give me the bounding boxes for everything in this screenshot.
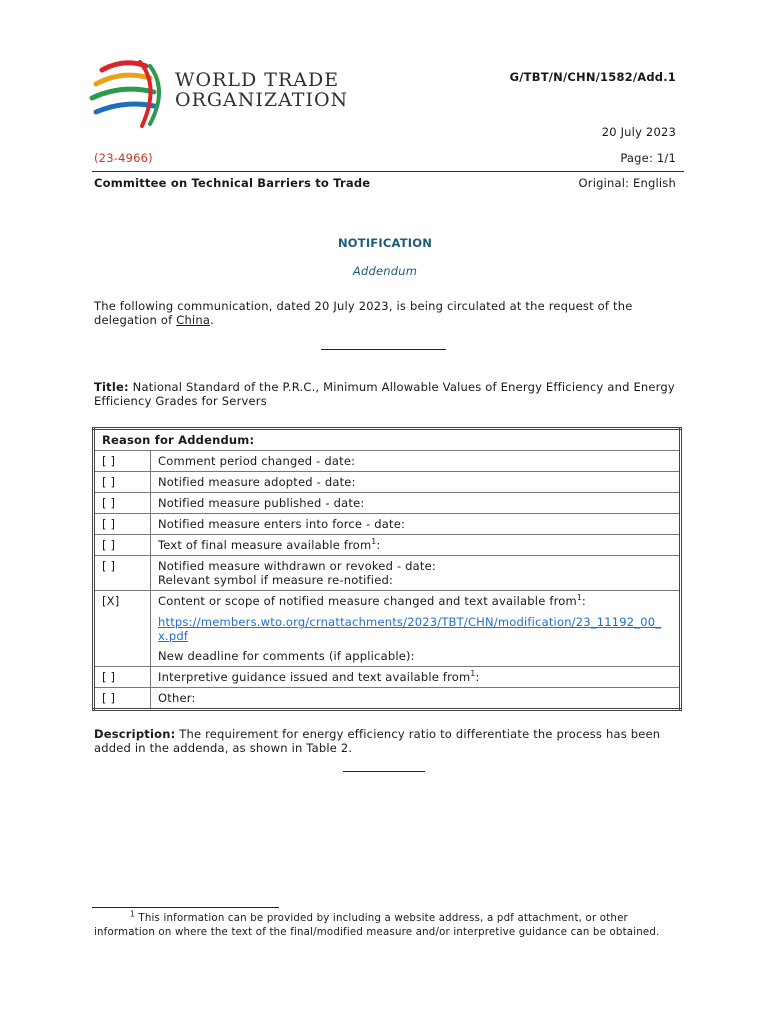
reason-text: Text of final measure available from [158,538,372,552]
checkbox-mark: [ ] [94,556,151,591]
checkbox-mark: [ ] [94,451,151,472]
reason-text: Interpretive guidance issued and text available from [158,670,471,684]
separator-line [321,349,446,350]
separator-line [343,771,425,772]
intro-paragraph [94,299,682,327]
footnote-number: 1 [130,909,135,919]
reason-text: Comment period changed - date: [151,451,681,472]
committee-name: Committee on Technical Barriers to Trade [94,176,371,190]
checkbox-mark: [ ] [94,688,151,710]
footnote-number-wrap [94,909,135,924]
reasons-header [94,429,681,451]
checkbox-mark: [ ] [94,514,151,535]
checkbox-mark: [ ] [94,667,151,688]
reason-subtext: New deadline for comments (if applicable): [158,649,415,663]
reason-colon: : [581,594,586,608]
wto-emblem-icon [84,56,176,132]
notification-heading: NOTIFICATION [337,236,433,250]
reason-text: Notified measure enters into force - date: [151,514,681,535]
org-name-line1: WORLD TRADE [175,69,340,91]
description-text: The requirement for energy efficiency ratio to differentiate the process has been added in the addenda, as shown in Table 2. [94,727,661,755]
table-row [94,667,681,688]
reason-cell [151,591,681,667]
addendum-subheading: Addendum [352,264,418,278]
checkbox-mark: [ ] [94,472,151,493]
reason-subtext: Relevant symbol if measure re-notified: [158,573,394,587]
table-row [94,472,681,493]
checkbox-mark: [X] [94,591,151,667]
footnote-ref: 1 [470,669,476,679]
reason-colon: : [475,670,480,684]
checkbox-mark: [ ] [94,535,151,556]
table-row [94,688,681,710]
original-language: Original: English [578,176,676,190]
reasons-table [92,427,682,711]
table-row [94,535,681,556]
page-number: Page: 1/1 [620,151,676,165]
footnote-divider [92,907,279,908]
header-divider [92,171,684,172]
reason-text: Notified measure published - date: [151,493,681,514]
reasons-header-label: Reason for Addendum: [102,433,255,447]
document-symbol: G/TBT/N/CHN/1582/Add.1 [509,70,676,84]
reasons-header-row [94,429,681,451]
document-date: 20 July 2023 [601,125,676,139]
table-row [94,591,681,667]
org-name-line2: ORGANIZATION [175,89,349,111]
attachment-link[interactable]: https://members.wto.org/crnattachments/2023/TBT/CHN/modification/23_11192_00_x.pdf [158,615,662,643]
reason-cell [151,535,681,556]
table-row [94,556,681,591]
checkbox-mark: [ ] [94,493,151,514]
title-text: National Standard of the P.R.C., Minimum Allowable Values of Energy Efficiency and Energy Efficiency Grades for Servers [94,380,675,408]
intro-end: . [210,313,214,327]
reason-colon: : [376,538,381,552]
description-paragraph [94,727,682,755]
reason-line [158,594,672,608]
title-paragraph [94,380,682,408]
footnote [94,909,684,940]
table-row [94,451,681,472]
footnote-ref: 1 [371,537,377,547]
reason-text: Content or scope of notified measure changed and text available from [158,594,577,608]
footnote-text: This information can be provided by including a website address, a pdf attachment, or other information on where the text of the final/modified measure and/or interpretive guidance can be obtained. [94,913,660,938]
document-ref: (23-4966) [94,151,153,165]
intro-text: The following communication, dated 20 July 2023, is being circulated at the request of the delegation of [94,299,633,327]
reason-text: Notified measure withdrawn or revoked - date: [158,559,436,573]
title-label: Title: [94,380,129,394]
footnote-ref: 1 [576,593,582,603]
description-label: Description: [94,727,176,741]
reason-text: Other: [151,688,681,710]
wto-logo [84,56,349,132]
table-row [94,493,681,514]
reason-cell [151,556,681,591]
member-name: China [176,313,211,327]
reason-text: Notified measure adopted - date: [151,472,681,493]
table-row [94,514,681,535]
reason-cell [151,667,681,688]
